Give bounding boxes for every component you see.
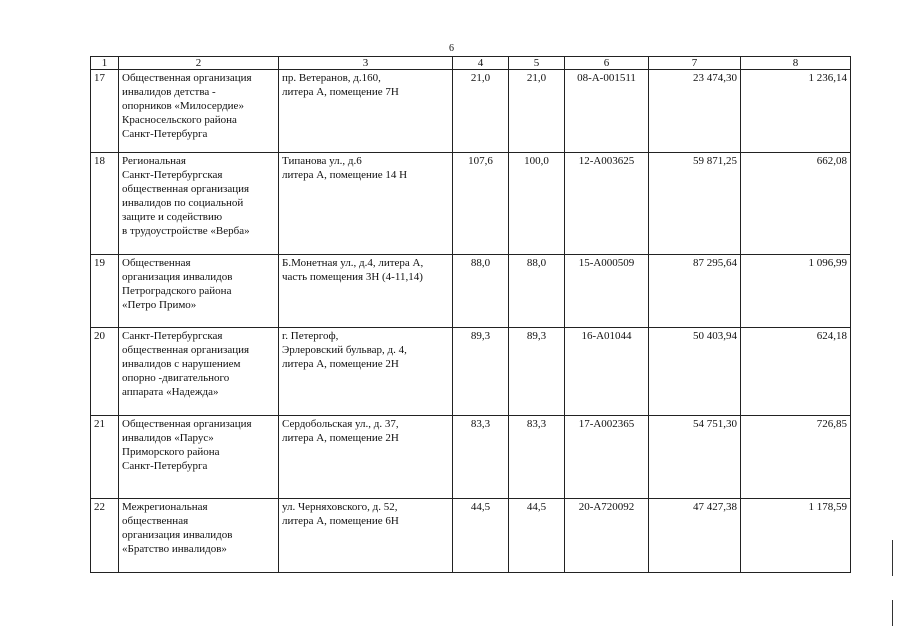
table-row	[91, 70, 851, 153]
cell-col5: 88,0	[509, 255, 565, 328]
cell-col4: 44,5	[453, 499, 509, 573]
address: Типанова ул., д.6 литера А, помещение 14 Н	[279, 153, 453, 255]
column-header-8: 8	[741, 57, 851, 70]
table-row	[91, 499, 851, 573]
organization-name: Общественная организация инвалидов детства - опорников «Милосердие» Красносельского района Санкт-Петербурга	[119, 70, 279, 153]
column-header-2: 2	[119, 57, 279, 70]
organization-name: Общественная организация инвалидов «Парус» Приморского района Санкт-Петербурга	[119, 416, 279, 499]
cell-col6: 08-А-001511	[565, 70, 649, 153]
organization-name: Общественная организация инвалидов Петроградского района «Петро Примо»	[119, 255, 279, 328]
cell-col4: 21,0	[453, 70, 509, 153]
row-number: 19	[91, 255, 119, 328]
column-header-4: 4	[453, 57, 509, 70]
cell-col5: 83,3	[509, 416, 565, 499]
row-number: 21	[91, 416, 119, 499]
column-header-3: 3	[279, 57, 453, 70]
column-header-1: 1	[91, 57, 119, 70]
table-row	[91, 328, 851, 416]
cell-col4: 89,3	[453, 328, 509, 416]
row-number: 18	[91, 153, 119, 255]
row-number: 20	[91, 328, 119, 416]
cell-col4: 88,0	[453, 255, 509, 328]
page-number: 6	[449, 43, 454, 54]
cell-col7: 54 751,30	[649, 416, 741, 499]
cell-col6: 12-А003625	[565, 153, 649, 255]
cell-col8: 1 096,99	[741, 255, 851, 328]
cell-col5: 44,5	[509, 499, 565, 573]
address: Сердобольская ул., д. 37, литера А, помещение 2Н	[279, 416, 453, 499]
cell-col8: 662,08	[741, 153, 851, 255]
cell-col8: 1 236,14	[741, 70, 851, 153]
cell-col7: 87 295,64	[649, 255, 741, 328]
registry-table	[90, 56, 851, 573]
scan-edge-mark	[892, 540, 893, 576]
cell-col6: 15-А000509	[565, 255, 649, 328]
organization-name: Межрегиональная общественная организация инвалидов «Братство инвалидов»	[119, 499, 279, 573]
cell-col8: 726,85	[741, 416, 851, 499]
organization-name: Санкт-Петербургская общественная организация инвалидов с нарушением опорно -двигательного аппарата «Надежда»	[119, 328, 279, 416]
header-row	[91, 57, 851, 70]
cell-col5: 21,0	[509, 70, 565, 153]
cell-col7: 50 403,94	[649, 328, 741, 416]
column-header-7: 7	[649, 57, 741, 70]
row-number: 17	[91, 70, 119, 153]
address: Б.Монетная ул., д.4, литера А, часть помещения 3Н (4-11,14)	[279, 255, 453, 328]
cell-col6: 16-А01044	[565, 328, 649, 416]
cell-col8: 624,18	[741, 328, 851, 416]
column-header-6: 6	[565, 57, 649, 70]
cell-col7: 59 871,25	[649, 153, 741, 255]
cell-col7: 47 427,38	[649, 499, 741, 573]
address: г. Петергоф, Эрлеровский бульвар, д. 4, литера А, помещение 2Н	[279, 328, 453, 416]
table-row	[91, 255, 851, 328]
cell-col8: 1 178,59	[741, 499, 851, 573]
cell-col5: 89,3	[509, 328, 565, 416]
address: пр. Ветеранов, д.160, литера А, помещение 7Н	[279, 70, 453, 153]
cell-col4: 107,6	[453, 153, 509, 255]
row-number: 22	[91, 499, 119, 573]
organization-name: Региональная Санкт-Петербургская общественная организация инвалидов по социальной защите и содействию в трудоустройстве «Верба»	[119, 153, 279, 255]
scan-edge-mark	[892, 600, 893, 626]
cell-col5: 100,0	[509, 153, 565, 255]
cell-col7: 23 474,30	[649, 70, 741, 153]
column-header-5: 5	[509, 57, 565, 70]
address: ул. Черняховского, д. 52, литера А, помещение 6Н	[279, 499, 453, 573]
table-row	[91, 416, 851, 499]
cell-col6: 17-А002365	[565, 416, 649, 499]
cell-col4: 83,3	[453, 416, 509, 499]
table-row	[91, 153, 851, 255]
cell-col6: 20-А720092	[565, 499, 649, 573]
